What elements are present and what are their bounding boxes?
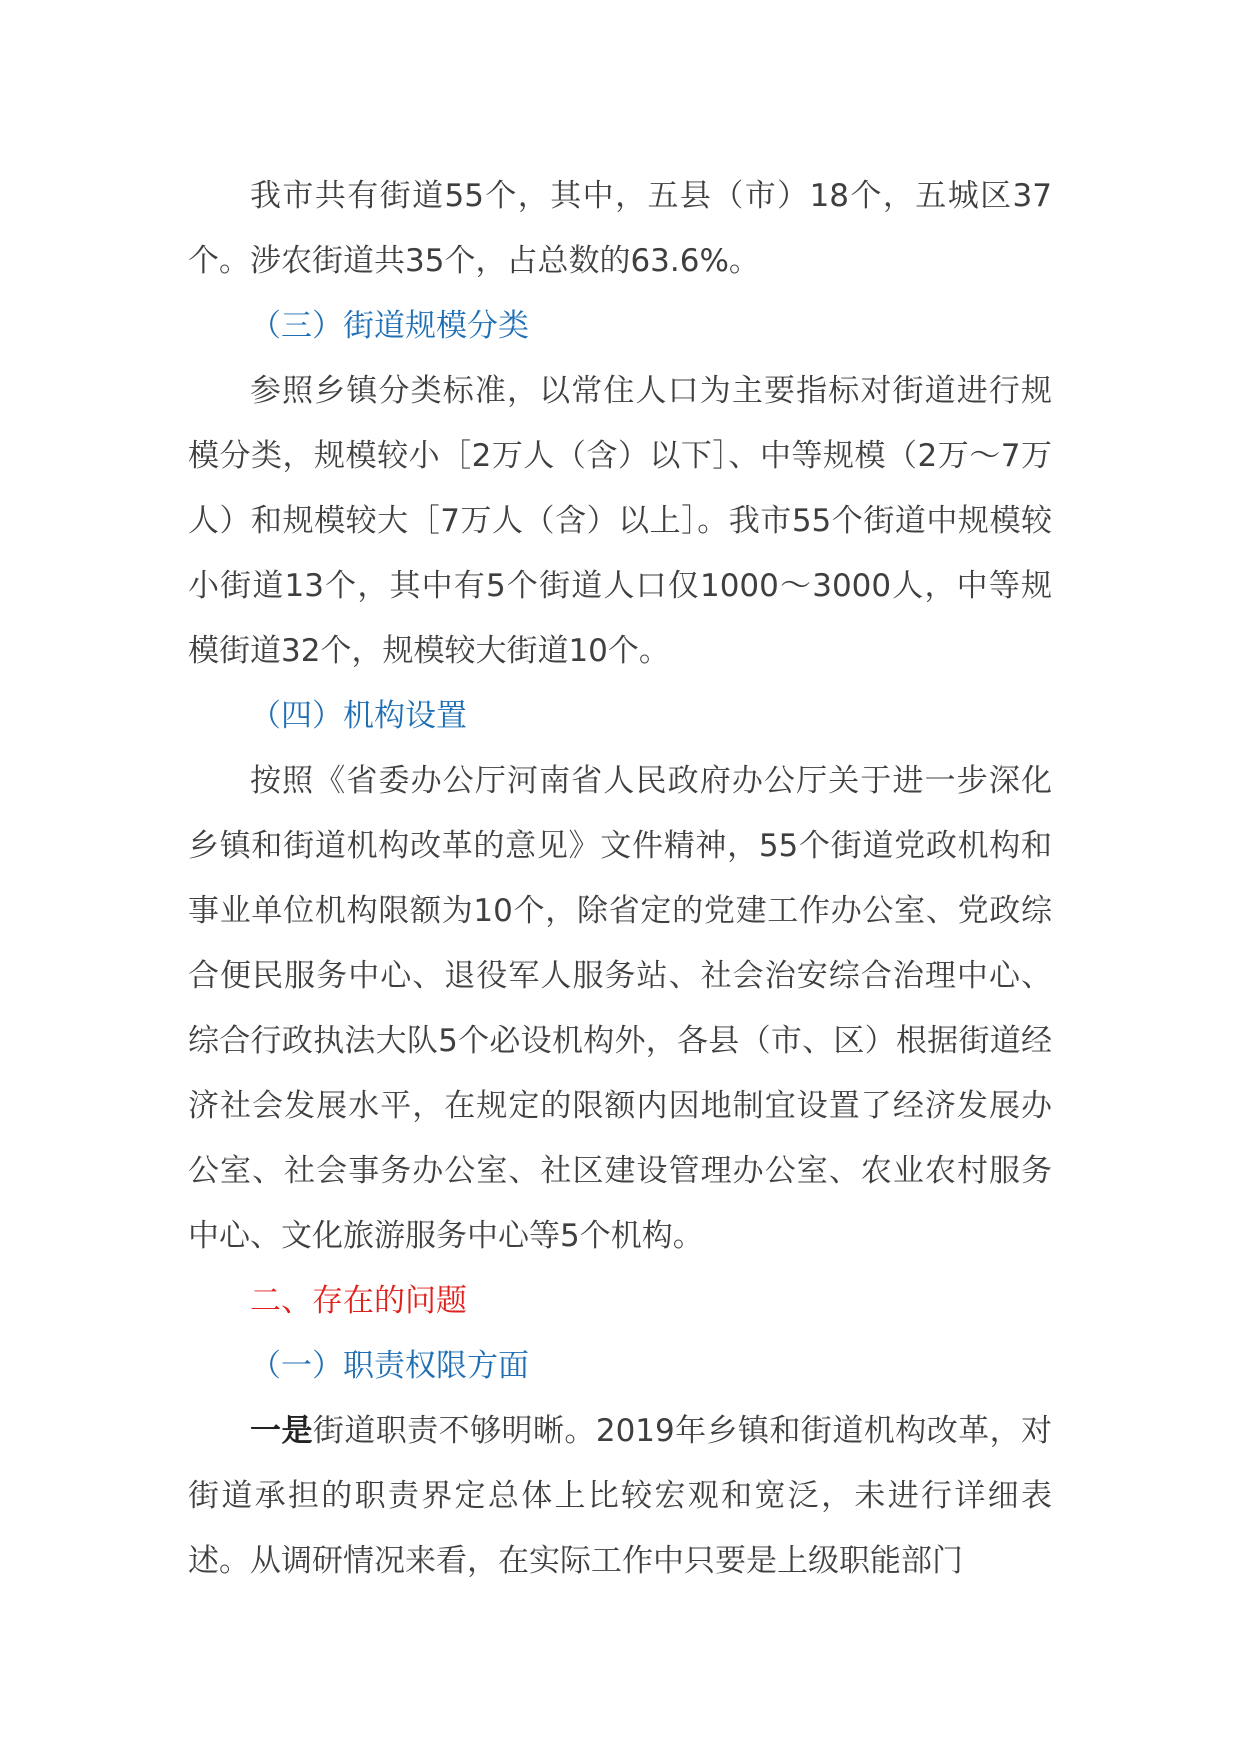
subheading-street-scale: （三）街道规模分类 [250, 308, 529, 344]
paragraph-organization-setup: 按照《省委办公厅河南省人民政府办公厅关于进一步深化乡镇和街道机构改革的意见》文件精神，55个街道党政机构和事业单位机构限额为10个，除省定的党建工作办公室、党政综合便民服务中心、退役军人服务站、社会治安综合治理中心、综合行政执法大队5个必设机构外，各县（市、区）根据街道经济社会发展水平，在规定的限额内因地制宜设置了经济发展办公室、社会事务办公室、社区建设管理办公室、农业农村服务中心、文化旅游服务中心等5个机构。 [188, 763, 1052, 1254]
paragraph-duties-text: 街道职责不够明晰。2019年乡镇和街道机构改革，对街道承担的职责界定总体上比较宏观和宽泛，未进行详细表述。从调研情况来看，在实际工作中只要是上级职能部门 [188, 1413, 1053, 1579]
paragraph-lead-label: 一是 [250, 1413, 313, 1449]
paragraph-duties-unclear [188, 1399, 1052, 1594]
subheading-duties-authority: （一）职责权限方面 [250, 1348, 529, 1384]
document-body [188, 164, 1052, 1594]
paragraph-street-scale: 参照乡镇分类标准，以常住人口为主要指标对街道进行规模分类，规模较小［2万人（含）以下］、中等规模（2万～7万人）和规模较大［7万人（含）以上］。我市55个街道中规模较小街道13个，其中有5个街道人口仅1000～3000人，中等规模街道32个，规模较大街道10个。 [188, 373, 1052, 669]
section-heading-problems: 二、存在的问题 [250, 1283, 467, 1319]
subheading-organization-setup: （四）机构设置 [250, 698, 467, 734]
paragraph-street-count: 我市共有街道55个，其中，五县（市）18个，五城区37个。涉农街道共35个，占总数的63.6%。 [188, 178, 1052, 279]
